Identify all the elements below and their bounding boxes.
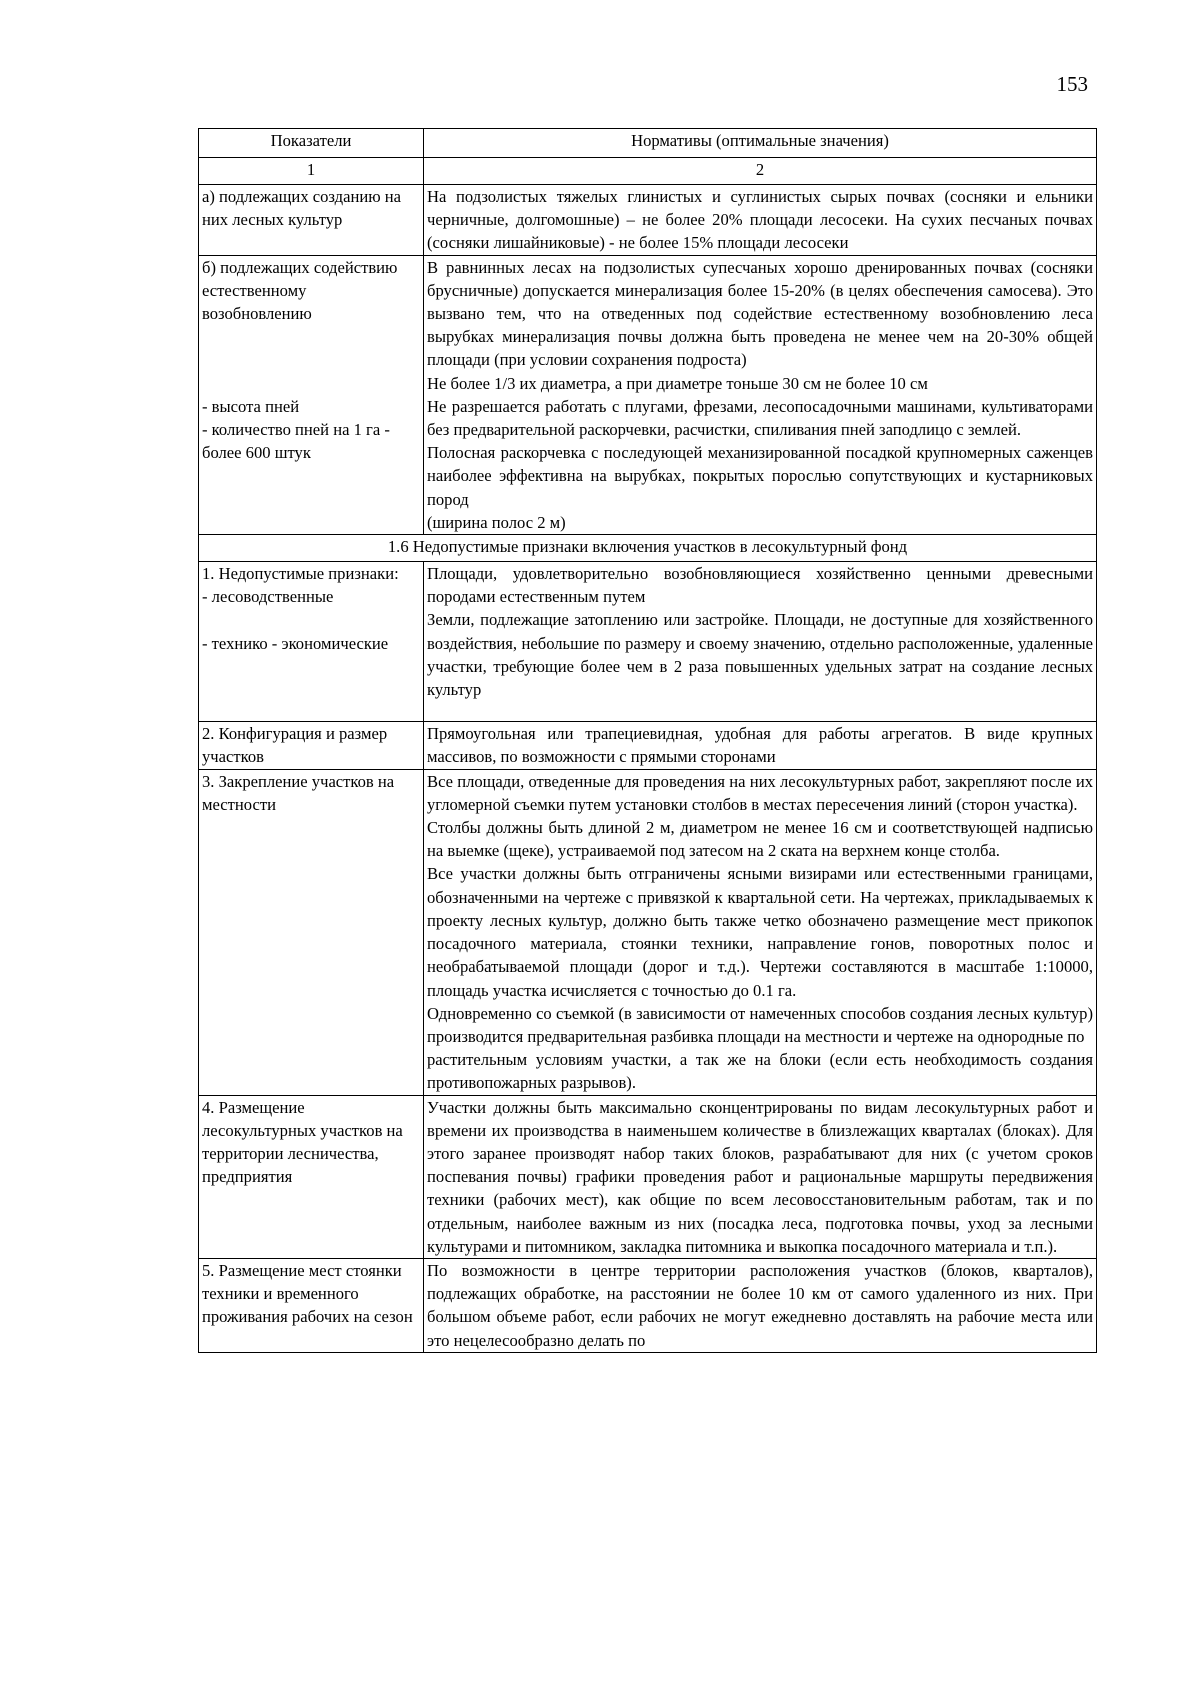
norm-3-5: растительным условиям участки, а так же на блоки (если есть необходимость создания противопожарных разрывов). — [427, 1050, 1093, 1093]
norm-b-1: В равнинных лесах на подзолистых супесчаных хорошо дренированных почвах (сосняки брусничные) допускается минерализация более 15-20% (в целях обеспечения самосева). Это вызвано тем, что на отведенных под содействие естественному возобновлению леса вырубках минерализация почвы должна быть проведена не менее чем на 20-30% общей площади (при условии сохранения подроста) — [427, 257, 1093, 370]
norm-cell: Участки должны быть максимально сконцентрированы по видам лесокультурных работ и времени их производства в наименьшем количестве в близлежащих кварталах (блоках). Для этого заранее производят набор таких блоков, разрабатывают для них (с учетом сроков поспевания почвы) графики проведения работ и рациональные маршруты передвижения техники (рабочих мест), как общие по всем лесовосстановительным работам, так и по отдельным, наиболее важным из них (посадка леса, подготовка почвы, уход за лесными культурами и питомником, закладка питомника и выкопка посадочного материала и т.п.). — [424, 1095, 1097, 1258]
norm-3-2: Столбы должны быть длиной 2 м, диаметром не менее 16 см и соответствующей надписью на выемке (щеке), устраиваемой под затесом на 2 ската на верхнем конце столба. — [427, 818, 1093, 861]
indicator-cell: 5. Размещение мест стоянки техники и временного проживания рабочих на сезон — [199, 1258, 424, 1352]
norm-cell — [424, 769, 1097, 1095]
norm-1-2: Земли, подлежащие затоплению или застройке. Площади, не доступные для хозяйственного воздействия, небольшие по размеру и своему значению, отдельно расположенные, удаленные участки, требующие более чем в 2 раза повышенных удельных затрат на создание лесных культур — [427, 610, 1093, 700]
norm-b-3: Не разрешается работать с плугами, фрезами, лесопосадочными машинами, культиваторами без предварительной раскорчевки, расчистки, спиливания пней заподлицо с землей. — [427, 396, 1093, 440]
table-row — [199, 1258, 1097, 1352]
indicator-b-title: б) подлежащих содействию естественному возобновлению — [202, 257, 398, 324]
indicator-cell — [199, 255, 424, 534]
norm-cell: На подзолистых тяжелых глинистых и суглинистых сырых почвах (сосняки и ельники черничные, долгомошные) – не более 20% площади лесосеки. На сухих песчаных почвах (сосняки лишайниковые) - не более 15% площади лесосеки — [424, 185, 1097, 256]
norm-3-4: Одновременно со съемкой (в зависимости от намеченных способов создания лесных культур) производится предварительная разбивка площади на местности и чертеже на однородные по — [427, 1003, 1093, 1046]
table-header-row — [199, 129, 1097, 158]
indicator-1-title: 1. Недопустимые признаки: — [202, 564, 399, 584]
indicator-1-silvicultural: - лесоводственные — [202, 587, 334, 607]
indicator-1-economic: - технико - экономические — [202, 633, 389, 653]
norm-b-4: Полосная раскорчевка с последующей механизированной посадкой крупномерных саженцев наиболее эффективна на вырубках, покрытых порослью сопутствующих и кустарниковых пород — [427, 443, 1093, 509]
section-title: 1.6 Недопустимые признаки включения участков в лесокультурный фонд — [199, 535, 1097, 562]
page-number: 153 — [1056, 72, 1088, 96]
indicator-cell: а) подлежащих созданию на них лесных культур — [199, 185, 424, 256]
indicator-stump-height: - высота пней — [202, 396, 300, 416]
table-row — [199, 1095, 1097, 1258]
column-number-1: 1 — [199, 158, 424, 185]
norm-cell — [424, 562, 1097, 722]
table-row — [199, 562, 1097, 722]
indicator-cell: 4. Размещение лесокультурных участков на территории лесничества, предприятия — [199, 1095, 424, 1258]
indicator-stump-count: - количество пней на 1 га - более 600 штук — [202, 420, 390, 463]
indicator-cell — [199, 562, 424, 722]
norm-cell: По возможности в центре территории расположения участков (блоков, кварталов), подлежащих обработке, на расстоянии не более 10 км от самого удаленного из них. При большом объеме работ, если рабочих не могут ежедневно доставлять на рабочие места или это нецелесообразно делать по — [424, 1258, 1097, 1352]
norm-cell: Прямоугольная или трапециевидная, удобная для работы агрегатов. В виде крупных массивов, по возможности с прямыми сторонами — [424, 722, 1097, 769]
column-number-row — [199, 158, 1097, 185]
norm-3-3: Все участки должны быть отграничены ясными визирами или естественными границами, обозначенными на чертеже с привязкой к квартальной сети. На чертежах, прикладываемых к проекту лесных культур, должно быть также четко обозначено размещение мест прикопок посадочного материала, стоянки техники, направление гонов, поворотных полос и необрабатываемой площади (дорог и т.д.). Чертежи составляются в масштабе 1:10000, площадь участка исчисляется с точностью до 0.1 га. — [427, 864, 1093, 1000]
indicator-cell: 3. Закрепление участков на местности — [199, 769, 424, 1095]
table-row — [199, 722, 1097, 769]
section-row — [199, 535, 1097, 562]
header-norms: Нормативы (оптимальные значения) — [424, 129, 1097, 158]
norms-table — [198, 128, 1097, 1353]
norm-3-1: Все площади, отведенные для проведения на них лесокультурных работ, закрепляют после их угломерной съемки путем установки столбов в местах пересечения линий (сторон участка). — [427, 771, 1093, 814]
indicator-cell: 2. Конфигурация и размер участков — [199, 722, 424, 769]
column-number-2: 2 — [424, 158, 1097, 185]
header-indicators: Показатели — [199, 129, 424, 158]
norm-b-2: Не более 1/3 их диаметра, а при диаметре тоньше 30 см не более 10 см — [427, 373, 928, 393]
table-row — [199, 185, 1097, 256]
norm-cell — [424, 255, 1097, 534]
table-row — [199, 255, 1097, 534]
table-row — [199, 769, 1097, 1095]
norm-1-1: Площади, удовлетворительно возобновляющиеся хозяйственно ценными древесными породами естественным путем — [427, 564, 1093, 607]
norm-b-5: (ширина полос 2 м) — [427, 512, 566, 532]
